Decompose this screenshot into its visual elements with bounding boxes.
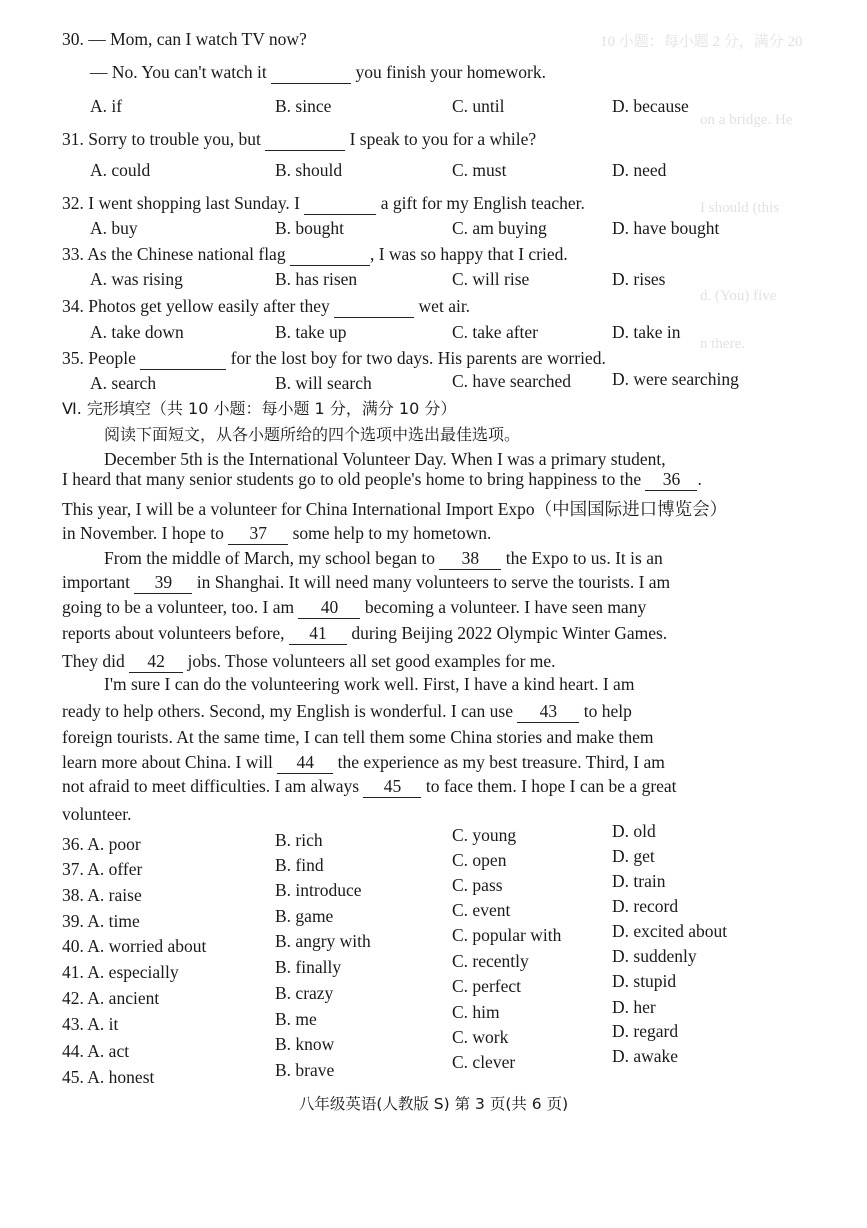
blank-41[interactable]: 41 [289, 622, 347, 645]
q42-opt-a[interactable]: 42. A. ancient [62, 988, 160, 1008]
q35-blank[interactable] [140, 347, 226, 370]
q43-opt-b[interactable]: B. me [275, 1009, 317, 1029]
q34-opt-a[interactable]: A. take down [90, 322, 184, 342]
q38-opt-d[interactable]: D. train [612, 871, 666, 891]
q38-opt-a[interactable]: 38. A. raise [62, 885, 142, 905]
q40-opt-b[interactable]: B. angry with [275, 931, 371, 951]
q30-opt-a[interactable]: A. if [90, 96, 123, 116]
q33-opt-d[interactable]: D. rises [612, 269, 666, 289]
q39-opt-b[interactable]: B. game [275, 906, 334, 926]
blank-44[interactable]: 44 [277, 751, 333, 774]
blank-40[interactable]: 40 [298, 596, 360, 619]
q41-opt-c[interactable]: C. recently [452, 951, 529, 971]
page-footer: 八年级英语(人教版 S) 第 3 页(共 6 页) [298, 1095, 569, 1113]
q37-opt-b[interactable]: B. find [275, 855, 324, 875]
q40-opt-d[interactable]: D. excited about [612, 921, 728, 941]
passage-p3-l1: I'm sure I can do the volunteering work well. First, I have a kind heart. I am [104, 674, 635, 694]
q36-opt-d[interactable]: D. old [612, 821, 656, 841]
q35-opt-d[interactable]: D. were searching [612, 369, 739, 389]
q34-opt-b[interactable]: B. take up [275, 322, 347, 342]
q34-opt-c[interactable]: C. take after [452, 322, 538, 342]
q30-line1: 30. — Mom, can I watch TV now? [62, 29, 307, 49]
blank-37[interactable]: 37 [228, 522, 288, 545]
q42-opt-b[interactable]: B. crazy [275, 983, 334, 1003]
q43-opt-a[interactable]: 43. A. it [62, 1014, 119, 1034]
q35-stem: 35. People for the lost boy for two days. His parents are worried. [62, 348, 606, 368]
passage-p2-l2: important 39 in Shanghai. It will need many volunteers to serve the tourists. I am [62, 572, 671, 592]
q33-opt-a[interactable]: A. was rising [90, 269, 183, 289]
q40-opt-a[interactable]: 40. A. worried about [62, 936, 207, 956]
q34-blank[interactable] [334, 295, 414, 318]
q39-opt-c[interactable]: C. event [452, 900, 511, 920]
q39-opt-d[interactable]: D. record [612, 896, 679, 916]
passage-p3-l6: volunteer. [62, 804, 132, 824]
q31-opt-a[interactable]: A. could [90, 160, 151, 180]
q44-opt-b[interactable]: B. know [275, 1034, 335, 1054]
q45-opt-d[interactable]: D. awake [612, 1046, 679, 1066]
passage-p2-l1: From the middle of March, my school began to 38 the Expo to us. It is an [104, 548, 663, 568]
passage-p3-l5: not afraid to meet difficulties. I am always 45 to face them. I hope I can be a great [62, 776, 677, 796]
q35-opt-c[interactable]: C. have searched [452, 371, 572, 391]
q31-stem: 31. Sorry to trouble you, but I speak to you for a while? [62, 129, 537, 149]
q32-opt-c[interactable]: C. am buying [452, 218, 547, 238]
q45-opt-c[interactable]: C. clever [452, 1052, 516, 1072]
q41-opt-b[interactable]: B. finally [275, 957, 342, 977]
q30-opt-b[interactable]: B. since [275, 96, 332, 116]
passage-p1-l3: This year, I will be a volunteer for China International Import Expo（中国国际进口博览会） [62, 499, 728, 519]
q33-opt-b[interactable]: B. has risen [275, 269, 358, 289]
q43-opt-d[interactable]: D. her [612, 997, 656, 1017]
q30-line2: — No. You can't watch it you finish your homework. [90, 62, 546, 82]
section-title: Ⅵ. 完形填空（共 10 小题：每小题 1 分，满分 10 分） [62, 399, 457, 418]
q37-opt-c[interactable]: C. open [452, 850, 507, 870]
q35-opt-a[interactable]: A. search [90, 373, 157, 393]
q44-opt-a[interactable]: 44. A. act [62, 1041, 130, 1061]
q31-opt-d[interactable]: D. need [612, 160, 667, 180]
q32-stem: 32. I went shopping last Sunday. I a gift for my English teacher. [62, 193, 585, 213]
q31-blank[interactable] [265, 128, 345, 151]
q31-opt-c[interactable]: C. must [452, 160, 507, 180]
q42-opt-d[interactable]: D. stupid [612, 971, 677, 991]
q43-opt-c[interactable]: C. him [452, 1002, 500, 1022]
blank-42[interactable]: 42 [129, 650, 183, 673]
q33-stem: 33. As the Chinese national flag , I was so happy that I cried. [62, 244, 568, 264]
blank-43[interactable]: 43 [517, 700, 579, 723]
q31-opt-b[interactable]: B. should [275, 160, 343, 180]
q44-opt-c[interactable]: C. work [452, 1027, 509, 1047]
q36-opt-b[interactable]: B. rich [275, 830, 323, 850]
blank-45[interactable]: 45 [363, 775, 421, 798]
q36-opt-a[interactable]: 36. A. poor [62, 834, 141, 854]
q37-opt-d[interactable]: D. get [612, 846, 655, 866]
q39-opt-a[interactable]: 39. A. time [62, 911, 140, 931]
passage-p1-l1: December 5th is the International Volunteer Day. When I was a primary student, [104, 449, 666, 469]
passage-p2-l5: They did 42 jobs. Those volunteers all set good examples for me. [62, 651, 556, 671]
q45-opt-b[interactable]: B. brave [275, 1060, 335, 1080]
q40-opt-c[interactable]: C. popular with [452, 925, 562, 945]
q38-opt-c[interactable]: C. pass [452, 875, 503, 895]
q30-opt-d[interactable]: D. because [612, 96, 689, 116]
blank-38[interactable]: 38 [439, 547, 501, 570]
q33-blank[interactable] [290, 243, 370, 266]
q34-stem: 34. Photos get yellow easily after they wet air. [62, 296, 471, 316]
q30-blank[interactable] [271, 61, 351, 84]
blank-36[interactable]: 36 [645, 468, 697, 491]
q30-opt-c[interactable]: C. until [452, 96, 505, 116]
blank-39[interactable]: 39 [134, 571, 192, 594]
passage-p2-l4: reports about volunteers before, 41 during Beijing 2022 Olympic Winter Games. [62, 623, 668, 643]
q41-opt-a[interactable]: 41. A. especially [62, 962, 179, 982]
q32-opt-a[interactable]: A. buy [90, 218, 138, 238]
q32-blank[interactable] [304, 192, 376, 215]
q41-opt-d[interactable]: D. suddenly [612, 946, 697, 966]
passage-p3-l2: ready to help others. Second, my English is wonderful. I can use 43 to help [62, 701, 632, 721]
q35-opt-b[interactable]: B. will search [275, 373, 372, 393]
q38-opt-b[interactable]: B. introduce [275, 880, 362, 900]
q32-opt-b[interactable]: B. bought [275, 218, 345, 238]
section-instructions: 阅读下面短文，从各小题所给的四个选项中选出最佳选项。 [104, 425, 521, 444]
passage-p3-l3: foreign tourists. At the same time, I can tell them some China stories and make them [62, 727, 654, 747]
passage-p1-l2: I heard that many senior students go to old people's home to bring happiness to the 36 . [62, 469, 702, 489]
passage-p1-l4: in November. I hope to 37 some help to my hometown. [62, 523, 492, 543]
q33-opt-c[interactable]: C. will rise [452, 269, 530, 289]
q42-opt-c[interactable]: C. perfect [452, 976, 521, 996]
q37-opt-a[interactable]: 37. A. offer [62, 859, 143, 879]
passage-p2-l3: going to be a volunteer, too. I am 40 becoming a volunteer. I have seen many [62, 597, 647, 617]
q45-opt-a[interactable]: 45. A. honest [62, 1067, 155, 1087]
q32-opt-d[interactable]: D. have bought [612, 218, 720, 238]
passage-p3-l4: learn more about China. I will 44 the experience as my best treasure. Third, I am [62, 752, 665, 772]
q34-opt-d[interactable]: D. take in [612, 322, 681, 342]
q36-opt-c[interactable]: C. young [452, 825, 517, 845]
q44-opt-d[interactable]: D. regard [612, 1021, 679, 1041]
